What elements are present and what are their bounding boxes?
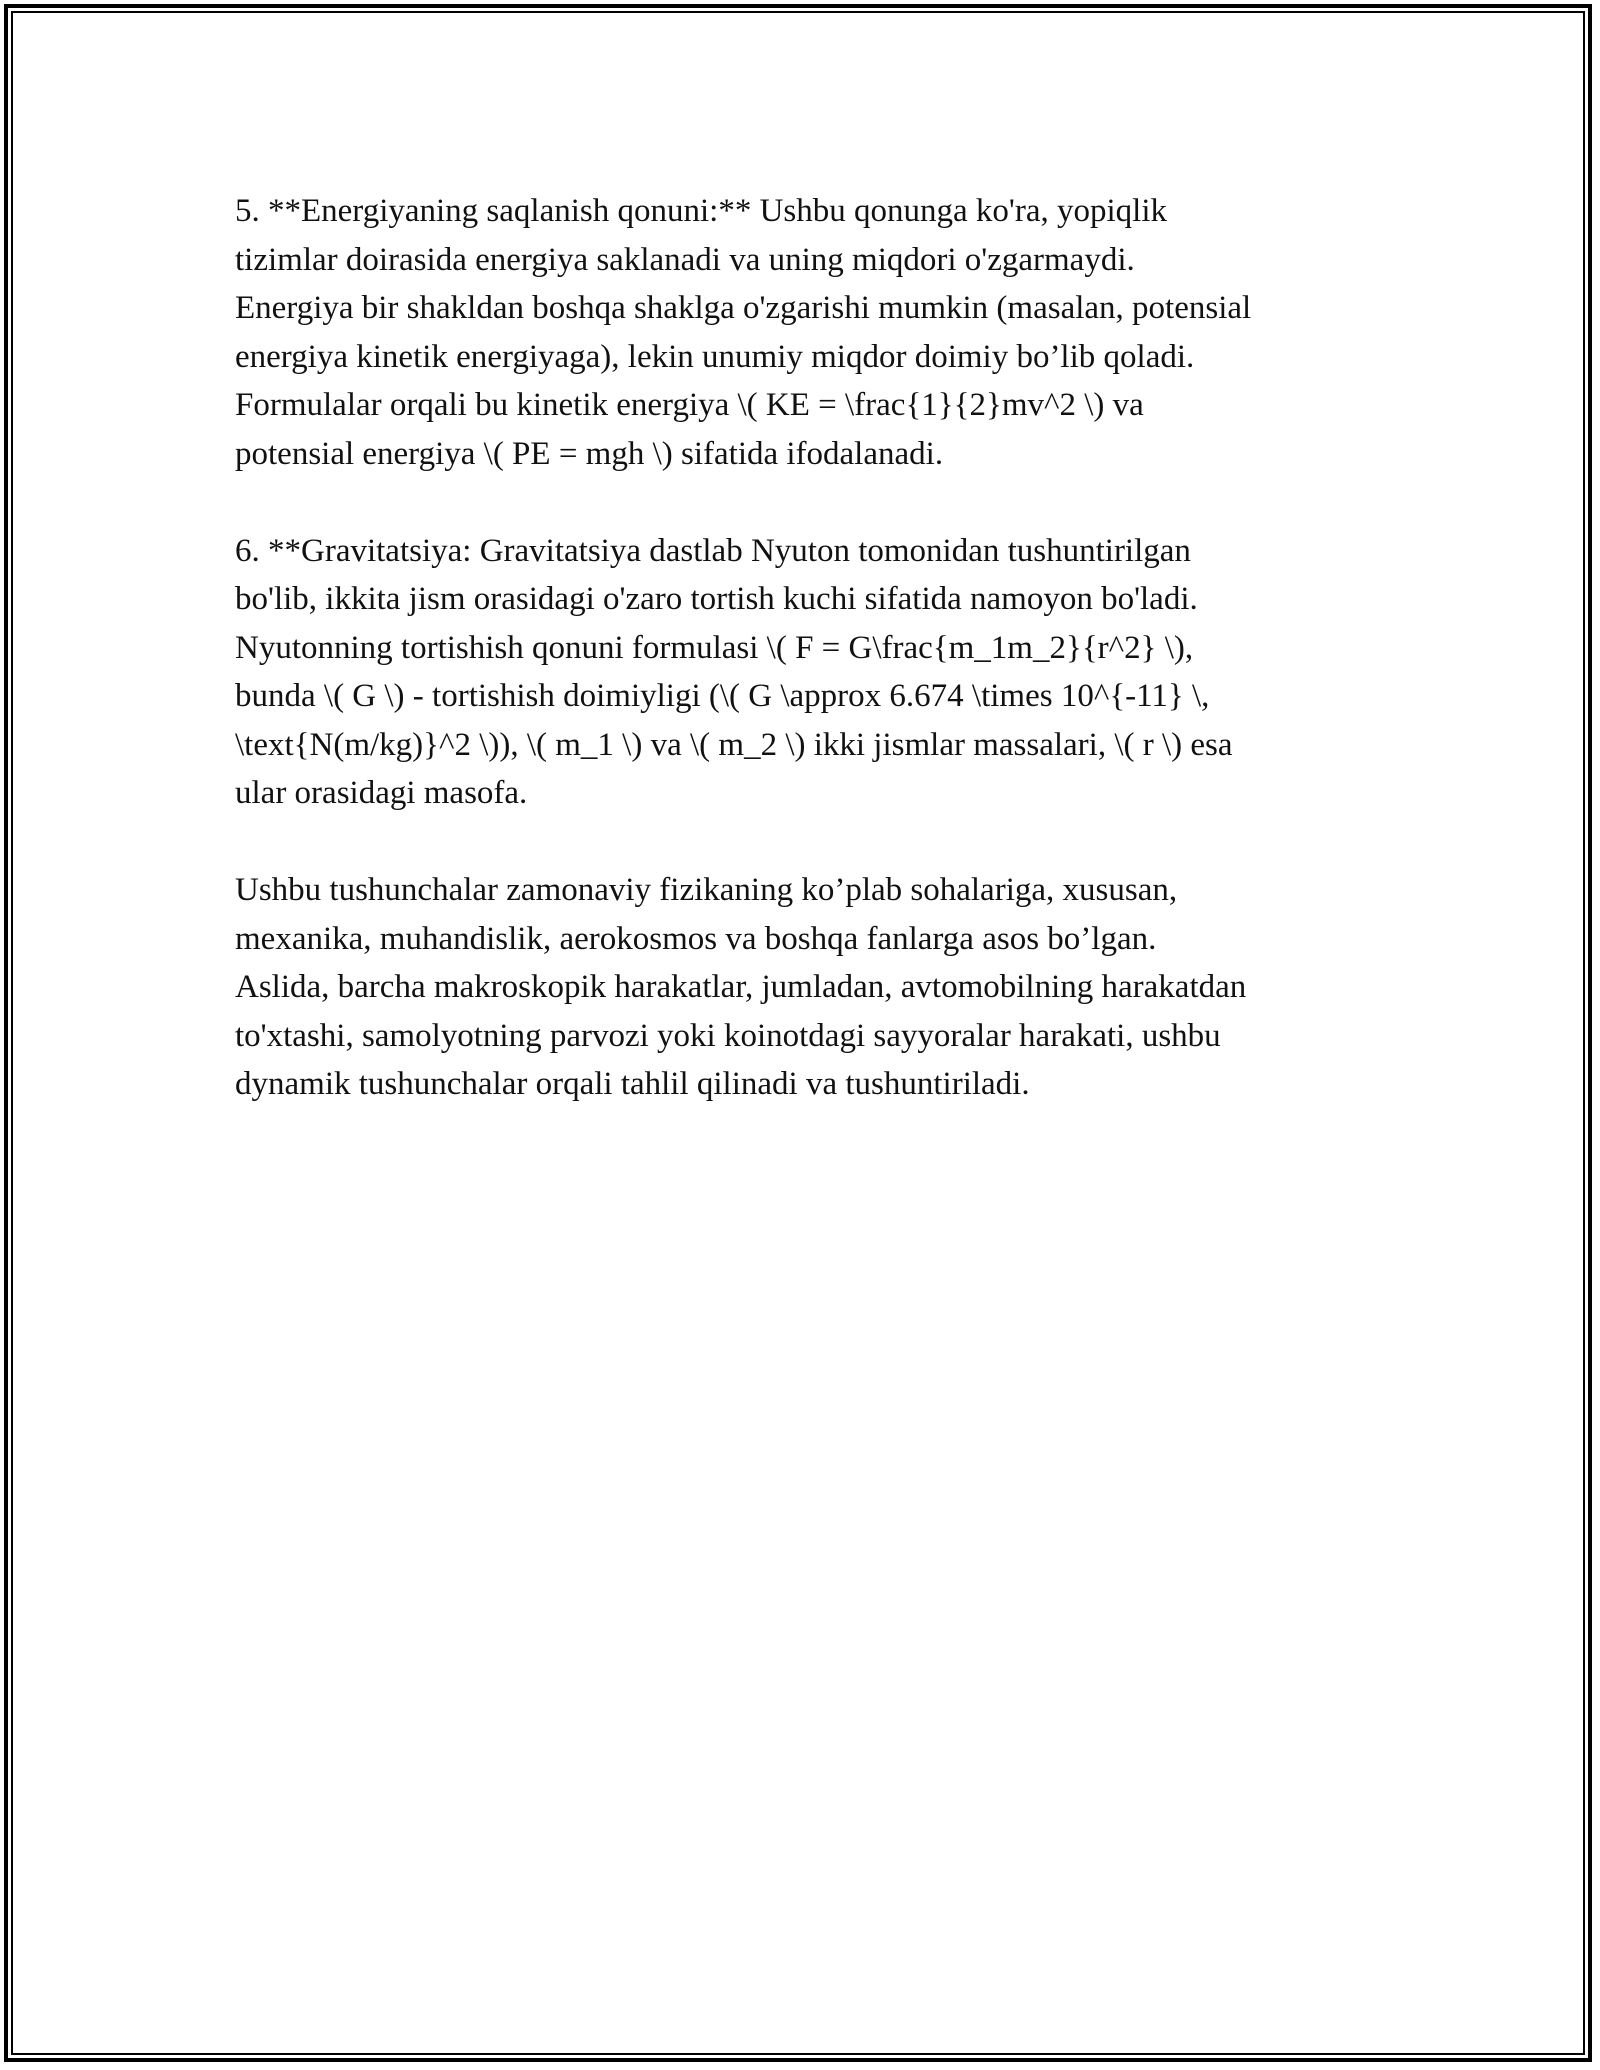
paragraph-line: Nyutonning tortishish qonuni formulasi \( F = G\frac{m_1m_2}{r^2} \),	[235, 629, 1194, 666]
paragraph-line: tizimlar doirasida energiya saklanadi va uning miqdori o'zgarmaydi.	[235, 241, 1135, 278]
paragraph-line: 5. **Energiyaning saqlanish qonuni:** Ushbu qonunga ko'ra, yopiqlik	[235, 193, 1167, 229]
paragraph-line: energiya kinetik energiyaga), lekin unumiy miqdor doimiy bo’lib qoladi.	[235, 338, 1195, 375]
paragraph-line: bo'lib, ikkita jism orasidagi o'zaro tortish kuchi sifatida namoyon bo'ladi.	[235, 581, 1198, 617]
paragraph-line: dynamik tushunchalar orqali tahlil qilinadi va tushuntiriladi.	[235, 1066, 1030, 1102]
paragraph-gravitation	[235, 527, 1375, 818]
paragraph-line: Formulalar orqali bu kinetik energiya \( KE = \frac{1}{2}mv^2 \) va	[235, 387, 1144, 423]
paragraph-line: to'xtashi, samolyotning parvozi yoki koinotdagi sayyoralar harakati, ushbu	[235, 1017, 1221, 1054]
paragraph-line: Aslida, barcha makroskopik harakatlar, jumladan, avtomobilning harakatdan	[235, 969, 1247, 1005]
paragraph-line: 6. **Gravitatsiya: Gravitatsiya dastlab Nyuton tomonidan tushuntirilgan	[235, 532, 1191, 569]
paragraph-line: bunda \( G \) - tortishish doimiyligi (\( G \approx 6.674 \times 10^{-11} \,	[235, 678, 1210, 714]
paragraph-line: \text{N(m/kg)}^2 \)), \( m_1 \) va \( m_2 \) ikki jismlar massalari, \( r \) esa	[235, 726, 1233, 763]
paragraph-energy-conservation	[235, 187, 1375, 478]
paragraph-line: potensial energiya \( PE = mgh \) sifatida ifodalanadi.	[235, 435, 944, 472]
document-body	[235, 187, 1375, 1157]
paragraph-line: ular orasidagi masofa.	[235, 775, 528, 811]
paragraph-line: Energiya bir shakldan boshqa shaklga o'zgarishi mumkin (masalan, potensial	[235, 290, 1252, 326]
paragraph-line: Ushbu tushunchalar zamonaviy fizikaning ko’plab sohalariga, xususan,	[235, 872, 1178, 908]
paragraph-conclusion	[235, 866, 1375, 1109]
paragraph-line: mexanika, muhandislik, aerokosmos va boshqa fanlarga asos bo’lgan.	[235, 920, 1157, 957]
